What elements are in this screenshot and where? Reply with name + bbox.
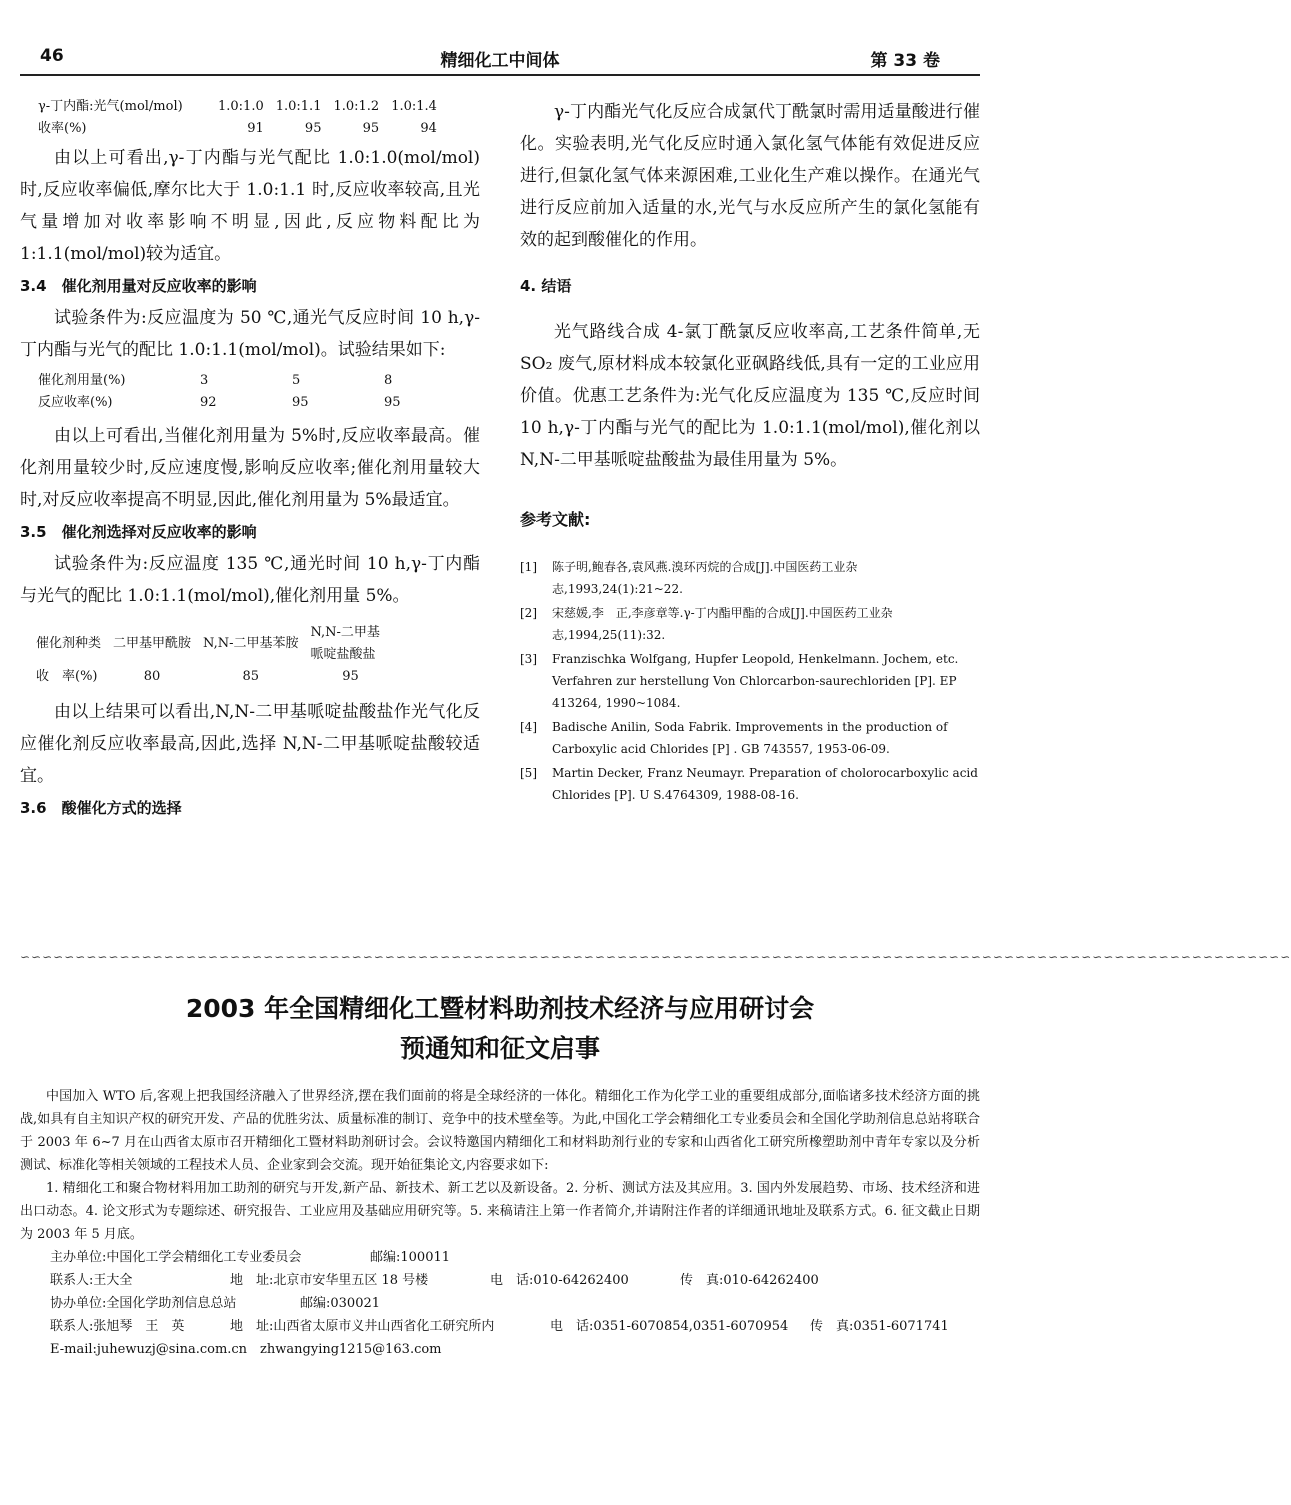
- journal-title: 精细化工中间体: [440, 51, 560, 71]
- paragraph: 1. 精细化工和聚合物材料用加工助剂的研究与开发,新产品、新技术、新工艺以及新设备。2. 分析、测试方法及其应用。3. 国内外发展趋势、市场、技术经济和进出口动态。4. 论文形式为专题综述、研究报告、工业应用及基础应用研究等。5. 来稿请注上第一作者简介,并请附注作者的详细通讯地址及联系方式。6. 征文截止日期为 2003 年 5 月底。: [20, 1181, 980, 1242]
- reference-item: [3] Franzischka Wolfgang, Hupfer Leopold, Henkelmann. Jochem, etc. Verfahren zur herstellung Von Chlorcarbon-saurechloriden [P]. EP 413264, 1990~1084.: [520, 652, 959, 710]
- contact-line: 主办单位:中国化工学会精细化工专业委员会 邮编:100011: [50, 1250, 451, 1265]
- paragraph: 试验条件为:反应温度 135 ℃,通光时间 10 h,γ-丁内酯与光气的配比 1.0:1.1(mol/mol),催化剂用量 5%。: [20, 554, 480, 606]
- ornamental-divider: ∽∽∽∽∽∽∽∽∽∽∽∽∽∽∽∽∽∽∽∽∽∽∽∽∽∽∽∽∽∽∽∽∽∽∽∽∽∽∽∽∽∽∽∽∽∽∽∽∽∽∽∽∽∽∽∽∽∽∽∽∽∽∽∽∽∽∽∽∽∽∽∽∽∽∽∽∽∽∽∽∽∽∽∽∽∽∽∽∽∽∽∽∽∽∽∽∽∽∽∽∽∽∽∽∽∽∽∽∽∽∽∽∽∽∽: [20, 950, 1291, 964]
- table-row: 收 率(%) 80 85 95: [36, 669, 359, 684]
- paragraph: 由以上可看出,γ-丁内酯与光气配比 1.0:1.0(mol/mol)时,反应收率偏低,摩尔比大于 1.0:1.1 时,反应收率较高,且光气量增加对收率影响不明显,因此,反应物料配比为 1:1.1(mol/mol)较为适宜。: [20, 148, 480, 264]
- email-line: E-mail:juhewuzj@sina.com.cn zhwangying1215@163.com: [50, 1342, 442, 1357]
- reference-list: [520, 556, 980, 806]
- contact-line: 协办单位:全国化学助剂信息总站 邮编:030021: [50, 1296, 381, 1311]
- notice-body: [20, 1085, 980, 1361]
- table-row: γ-丁内酯:光气(mol/mol) 1.0:1.0 1.0:1.1 1.0:1.2 1.0:1.4: [38, 99, 437, 114]
- section-heading: 4. 结语: [520, 277, 572, 295]
- page-number: 46: [40, 46, 64, 66]
- reference-item: [2] 宋慈媛,李 正,李彦章等.γ-丁内酯甲酯的合成[J].中国医药工业杂志,1994,25(11):32.: [520, 606, 893, 642]
- reference-item: [5] Martin Decker, Franz Neumayr. Preparation of cholorocarboxylic acid Chlorides [P]. U S.4764309, 1988-08-16.: [520, 766, 978, 802]
- section-heading: 3.6 酸催化方式的选择: [20, 799, 182, 817]
- contact-line: 联系人:王大全 地 址:北京市安华里五区 18 号楼 电 话:010-64262400 传 真:010-64262400: [50, 1273, 819, 1288]
- volume-label: 第 33 卷: [870, 51, 940, 71]
- notice-subtitle: 预通知和征文启事: [399, 1034, 600, 1063]
- paragraph: 光气路线合成 4-氯丁酰氯反应收率高,工艺条件简单,无 SO₂ 废气,原材料成本较氯化亚砜路线低,具有一定的工业应用价值。优惠工艺条件为:光气化反应温度为 135 ℃,反应时间 10 h,γ-丁内酯与光气的配比为 1.0:1.1(mol/mol),催化剂以 N,N-二甲基哌啶盐酸盐为最佳用量为 5%。: [520, 322, 980, 470]
- references-title: 参考文献:: [520, 510, 591, 529]
- section-heading: 3.5 催化剂选择对反应收率的影响: [20, 523, 257, 541]
- paragraph: 中国加入 WTO 后,客观上把我国经济融入了世界经济,摆在我们面前的将是全球经济的一体化。精细化工作为化学工业的重要组成部分,面临诸多技术经济方面的挑战,如具有自主知识产权的研究开发、产品的优胜劣汰、质量标准的制订、竞争中的技术壁垒等。为此,中国化工学会精细化工专业委员会和全国化学助剂信息总站将联合于 2003 年 6~7 月在山西省太原市召开精细化工暨材料助剂研讨会。会议特邀国内精细化工和材料助剂行业的专家和山西省化工研究所橡塑助剂中青年专家以及分析测试、标准化等相关领域的工程技术人员、企业家到会交流。现开始征集论文,内容要求如下:: [20, 1089, 980, 1173]
- table-row: 收率(%) 91 95 95 94: [38, 121, 437, 136]
- reference-item: [4] Badische Anilin, Soda Fabrik. Improvements in the production of Carboxylic acid Chlorides [P] . GB 743557, 1953-06-09.: [520, 720, 948, 756]
- paragraph: 试验条件为:反应温度为 50 ℃,通光气反应时间 10 h,γ-丁内酯与光气的配比 1.0:1.1(mol/mol)。试验结果如下:: [20, 308, 480, 360]
- right-column: [520, 96, 980, 808]
- table-row: 催化剂种类 二甲基甲酰胺 N,N-二甲基苯胺 N,N-二甲基哌啶盐酸盐: [36, 625, 380, 662]
- catalyst-type-table: [30, 622, 396, 688]
- ratio-table: [20, 96, 443, 140]
- page-header: [20, 40, 980, 76]
- paragraph: γ-丁内酯光气化反应合成氯代丁酰氯时需用适量酸进行催化。实验表明,光气化反应时通入氯化氢气体能有效促进反应进行,但氯化氢气体来源困难,工业化生产难以操作。在通光气进行反应前加入适量的水,光气与水反应所产生的氯化氢能有效的起到酸催化的作用。: [520, 102, 980, 250]
- reference-item: [1] 陈子明,鲍春各,袁风燕.溴环丙烷的合成[J].中国医药工业杂志,1993,24(1):21~22.: [520, 560, 858, 596]
- notice-title: 2003 年全国精细化工暨材料助剂技术经济与应用研讨会: [185, 994, 815, 1023]
- section-heading: 3.4 催化剂用量对反应收率的影响: [20, 277, 257, 295]
- contact-line: 联系人:张旭琴 王 英 地 址:山西省太原市义井山西省化工研究所内 电 话:0351-6070854,0351-6070954 传 真:0351-6071741: [50, 1319, 949, 1334]
- left-column: [20, 96, 480, 824]
- paragraph: 由以上结果可以看出,N,N-二甲基哌啶盐酸盐作光气化反应催化剂反应收率最高,因此,选择 N,N-二甲基哌啶盐酸较适宜。: [20, 702, 480, 786]
- table-row: 反应收率(%) 92 95 95: [38, 395, 401, 410]
- table-row: 催化剂用量(%) 3 5 8: [38, 373, 393, 388]
- paragraph: 由以上可看出,当催化剂用量为 5%时,反应收率最高。催化剂用量较少时,反应速度慢,影响反应收率;催化剂用量较大时,对反应收率提高不明显,因此,催化剂用量为 5%最适宜。: [20, 426, 480, 510]
- catalyst-amount-table: [38, 370, 407, 414]
